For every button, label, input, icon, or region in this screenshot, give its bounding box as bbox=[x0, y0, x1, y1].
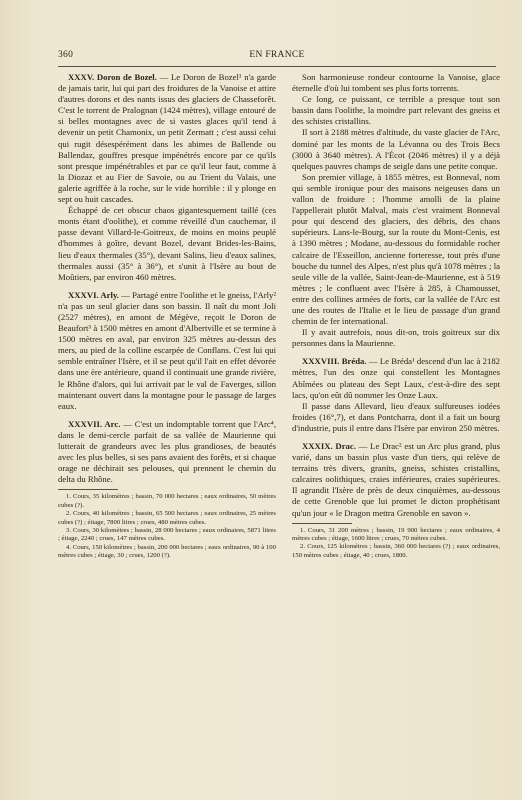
running-title: EN FRANCE bbox=[249, 50, 305, 60]
footnote-rule bbox=[58, 489, 118, 490]
section-title: XXXIX. Drac. bbox=[302, 441, 356, 451]
paragraph: Son premier village, à 1855 mètres, est Bonneval, nom qui semble ironique pour des maisons neigeuses dans un vallon de froidure : l'homme amolli de la plaine l'appellerait plutôt Malval, mais c'est vraiment Bonneval pour qui descend des glaciers, des débris, des chaos supérieurs. Lans-le-Bourg, sur la route du Mont-Cenis, est à 1390 mètres ; Modane, au-dessous du formidable rocher calcaire de l'Esseillon, ancienne forteresse, tout près d'une bouche du tunnel des Alpes, n'est plus qu'à 1078 mètres ; la seule ville de la vallée, Saint-Jean-de-Maurienne, est à 519 mètres ; le confluent avec l'Isère à 285, à Chamousset, entre des collines armées de forts, car la vallée de l'Arc est une des routes de l'Italie et le lieu de passage d'un grand chemin de fer international. bbox=[292, 171, 500, 327]
footnote: 1. Cours, 35 kilomètres ; bassin, 70 000 hectares ; eaux ordinaires, 50 mètres cubes (?). bbox=[58, 493, 276, 509]
footnote: 1. Cours, 31 200 mètres ; bassin, 19 900 hectares ; eaux ordinaires, 4 mètres cubes ; étiage, 1600 litres ; crues, 70 mètres cubes. bbox=[292, 526, 500, 543]
section-drac bbox=[292, 441, 500, 519]
section-doron bbox=[58, 72, 276, 205]
section-title: XXXVI. Arly. bbox=[68, 289, 119, 300]
section-arly bbox=[58, 290, 276, 412]
paragraph: Ce long, ce puissant, ce terrible a presque tout son bassin dans l'oolithe, la moindre part relevant des gneiss et des schistes cristallins. bbox=[292, 94, 500, 127]
page-header bbox=[58, 50, 496, 64]
paragraph-text: — Le Bréda¹ descend d'un lac à 2182 mètres, l'un des onze qui constellent les Montagnes Abîmées ou plateau des Sept Laux, c'est-à-dire des sept lacs, qu'on eût dû nommer les Onze Laux. bbox=[292, 356, 501, 400]
section-breda bbox=[292, 356, 500, 400]
paragraph: Il passe dans Allevard, lieu d'eaux sulfureuses iodées froides (16°,7), et dans Pontcharra, dont il a fait un bourg d'industrie, puis il entre dans l'Isère par environ 250 mètres. bbox=[292, 400, 500, 433]
left-column bbox=[58, 72, 276, 561]
footnote: 2. Cours, 40 kilomètres ; bassin, 65 500 hectares ; eaux ordinaires, 25 mètres cubes (?) ; étiage, 7800 litres ; crues, 480 mètres cubes. bbox=[58, 510, 276, 526]
footnote-rule bbox=[292, 523, 352, 524]
footnote: 2. Cours, 125 kilomètres ; bassin, 360 000 hectares (?) ; eaux ordinaires, 150 mètres cubes ; étiage, 40 ; crues, 1800. bbox=[292, 543, 500, 559]
paragraph: Il y avait autrefois, nous dit-on, trois goitreux sur dix personnes dans la Maurienne. bbox=[292, 327, 500, 349]
section-title: XXXVIII. Bréda. bbox=[302, 356, 367, 367]
right-column bbox=[292, 72, 500, 560]
paragraph-text: — C'est un indomptable torrent que l'Arc⁴, dans le demi-cercle parfait de sa vallée de Maurienne qui lutterait de grandeurs avec les plus grandioses, de beautés avec les plus belles, si ses pans avaient des forêts, et si chaque orage ne déchirait ses pelouses, qui prennent le chemin du delta du Rhône. bbox=[58, 418, 276, 485]
section-title: XXXVII. Arc. bbox=[68, 418, 121, 429]
paragraph-text: — Le Doron de Bozel¹ n'a garde de jamais tarir, lui qui part des froidures de la Vanoise et attire d'autres dorons et des nants issus des glaciers de Chasseforêt. C'est le torrent de Pralognan (1424 mètres), village entouré de si belles montagnes avec de si vastes glaces qu'il tend à devenir un petit Chamonix, un petit Zermatt ; c'est aussi celui qui rugit désespérément dans les abimes de Ballende ou Ballendaz, gouffres presque impénétrés encore par ce qu'ils sont presque impénétrables et par ce qu'il leur faut, comme à la Diozaz et au Fier de Savoie, ou au Trient du Valais, une galerie agriffée à la roche, sur le vide horrible : il y plonge en sept ou huit cascades. bbox=[58, 72, 276, 205]
section-arc bbox=[58, 419, 276, 486]
paragraph: Il sort à 2188 mètres d'altitude, du vaste glacier de l'Arc, dominé par les monts de la Lévanna ou des Trois Becs (3000 à 3640 mètres). A l'Écot (2046 mètres) il y a déjà quelques pauvres champs de seigle dans une petite conque. bbox=[292, 127, 500, 171]
footnote: 4. Cours, 150 kilomètres ; bassin, 200 000 hectares ; eaux ordinaires, 90 à 100 mètres cubes ; étiage, 30 ; crues, 1200 (?). bbox=[58, 543, 276, 560]
section-title: XXXV. Doron de Bozel. bbox=[68, 72, 157, 82]
paragraph-text: — Le Drac² est un Arc plus grand, plus varié, dans un bassin plus vaste d'un tiers, qui relève de terrains très divers, granits, gneiss, schistes cristallins, calcaires oolithiques, craies inférieures, craies supérieures. Il agrandit l'Isère de près de deux cinquièmes, au-dessous de cette Grenoble que lui promet le dicton prophétisant qu'un jour « le Dragon mettra Grenoble en savon ». bbox=[292, 441, 500, 518]
paragraph: Échappé de cet obscur chaos gigantesquement taillé (ces monts étant d'oolithe), et comme réveillé d'un cauchemar, il passe devant Villard-le-Goitreux, de moins en moins peuplé d'hommes à goître, devant Bozel, devant Brides-les-Bains, lieu d'eaux thermales (35°), devant Salins, lieu d'eaux salines, thermales aussi (35° à 36°), et s'unit à l'Isère au bout de Moûtiers, par environ 460 mètres. bbox=[58, 205, 276, 282]
footnote: 3. Cours, 30 kilomètres ; bassin, 28 000 hectares ; eaux ordinaires, 5871 litres ; étiage, 2240 ; crues, 147 mètres cubes. bbox=[58, 527, 276, 543]
paragraph-text: — Partagé entre l'oolithe et le gneiss, l'Arly² n'a pas un seul glacier dans son bassin. Il naît du mont Joli (2527 mètres), en amont de Mégève, reçoit le Doron de Beaufort³ à 1500 mètres en amont d'Albertville et se termine à 1500 mètres en aval, par environ 325 mètres au-dessus des mers, au pied de la colline escarpée de Conflans. C'est lui qui semble entraîner l'Isère, et il se peut qu'il l'ait en effet dévorée dans une ère antérieure, quand il continuait une grande rivière, le Rhône d'alors, qui lui arrivait par le val de Faverges, sillon maintenant ouvert dans la montagne pour le passage de larges eaux. bbox=[58, 289, 276, 411]
page-number: 360 bbox=[58, 50, 74, 60]
paragraph: Son harmonieuse rondeur contourne la Vanoise, glace éternelle d'où lui tombent ses plus forts torrents. bbox=[292, 72, 500, 94]
header-rule bbox=[58, 66, 496, 67]
